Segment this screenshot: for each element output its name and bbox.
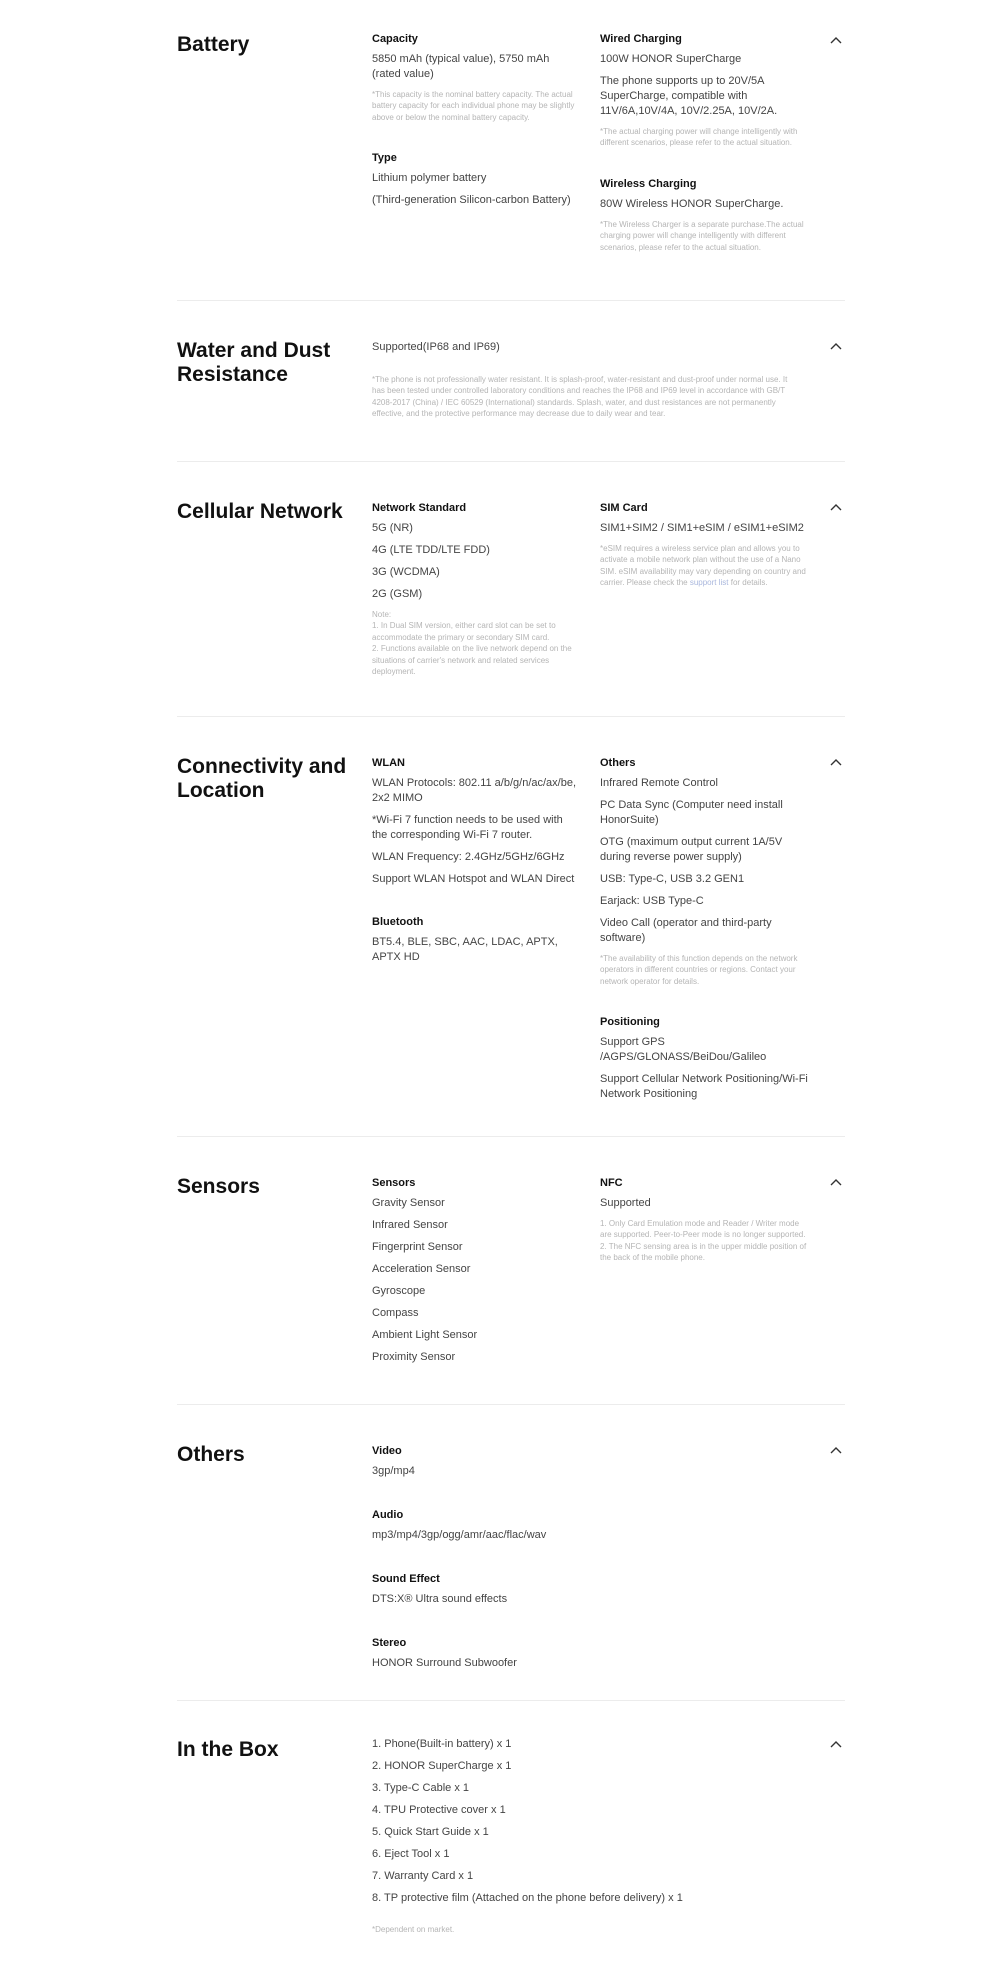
spec-value-positioning-2: Support Cellular Network Positioning/Wi-Fi Network Positioning	[600, 1073, 808, 1101]
battery-right-column	[600, 32, 808, 259]
spec-note-others: *The availability of this function depends on the network operators in different countries or regions. Contact your network operator for details.	[600, 954, 798, 986]
spec-value-sensor-2: Infrared Sensor	[372, 1219, 448, 1231]
divider	[177, 300, 845, 301]
spec-value-wlan-2: *Wi-Fi 7 function needs to be used with the corresponding Wi-Fi 7 router.	[372, 814, 563, 841]
spec-value-network-4: 2G (GSM)	[372, 588, 423, 600]
support-list-link[interactable]: support list	[689, 578, 729, 588]
divider	[177, 1700, 845, 1701]
chevron-up-icon[interactable]	[829, 1445, 843, 1455]
box-item-7: 7. Warranty Card x 1	[372, 1870, 474, 1882]
spec-label-sim-card: SIM Card	[600, 502, 648, 514]
connectivity-left-column	[372, 756, 580, 972]
cellular-left-column	[372, 501, 580, 683]
spec-value-others-3: OTG (maximum output current 1A/5V during reverse power supply)	[600, 836, 783, 863]
spec-note-wireless: *The Wireless Charger is a separate purchase.The actual charging power will change intelligently with different scenarios, please refer to the actual situation.	[600, 219, 804, 252]
box-item-6: 6. Eject Tool x 1	[372, 1848, 450, 1860]
spec-value-stereo: HONOR Surround Subwoofer	[372, 1657, 517, 1669]
spec-value-sensor-6: Compass	[372, 1307, 419, 1319]
spec-value-sim-card: SIM1+SIM2 / SIM1+eSIM / eSIM1+eSIM2	[600, 522, 804, 534]
spec-label-type: Type	[372, 152, 397, 165]
spec-note-nfc: 1. Only Card Emulation mode and Reader / Writer mode are supported. Peer-to-Peer mode is no longer supported. 2. The NFC sensing area is in the upper middle position of the back of the mobile phone.	[600, 1219, 807, 1263]
spec-value-others-5: Earjack: USB Type-C	[600, 895, 704, 907]
spec-value-sensor-8: Proximity Sensor	[372, 1351, 456, 1363]
sensors-right-column	[600, 1176, 808, 1270]
section-title-cellular: Cellular Network	[177, 500, 343, 523]
chevron-up-icon[interactable]	[829, 757, 843, 767]
spec-value-wired-2: The phone supports up to 20V/5A SuperCharge, compatible with 11V/6A,10V/4A, 10V/2.25A, 10V/2A.	[600, 75, 778, 117]
chevron-up-icon[interactable]	[829, 341, 843, 351]
spec-value-sensor-1: Gravity Sensor	[372, 1197, 445, 1209]
spec-label-nfc: NFC	[600, 1177, 623, 1189]
spec-label-wired-charging: Wired Charging	[600, 33, 682, 45]
spec-value-others-1: Infrared Remote Control	[600, 777, 718, 789]
spec-label-capacity: Capacity	[372, 33, 418, 45]
spec-note-water: *The phone is not professionally water resistant. It is splash-proof, water-resistant and dust-proof under normal use. It has been tested under controlled laboratory conditions and reaches the IP68 and IP69 level in accordance with GB/T 4208-2017 (China) / IEC 60529 (International) standards. Splash, water, and dust resistances are not permanently effective, and the protective performance may decrease due to daily wear and tear.	[372, 375, 788, 419]
spec-value-water: Supported(IP68 and IP69)	[372, 341, 500, 353]
others-column	[372, 1444, 812, 1678]
spec-value-nfc: Supported	[600, 1197, 651, 1209]
cellular-right-column	[600, 501, 808, 595]
section-title-sensors: Sensors	[177, 1175, 260, 1198]
spec-value-wireless: 80W Wireless HONOR SuperCharge.	[600, 197, 784, 210]
spec-label-wireless-charging: Wireless Charging	[600, 177, 697, 190]
section-title-battery: Battery	[177, 33, 250, 56]
spec-label-sensors: Sensors	[372, 1177, 416, 1189]
spec-value-audio: mp3/mp4/3gp/ogg/amr/aac/flac/wav	[372, 1529, 547, 1541]
sensors-left-column	[372, 1176, 580, 1372]
spec-label-stereo: Stereo	[372, 1637, 407, 1649]
spec-value-capacity: 5850 mAh (typical value), 5750 mAh (rated value)	[372, 53, 550, 80]
connectivity-right-column	[600, 756, 808, 1109]
section-title-water-dust: Water and Dust Resistance	[177, 339, 331, 386]
spec-value-others-4: USB: Type-C, USB 3.2 GEN1	[600, 873, 745, 885]
spec-value-bluetooth: BT5.4, BLE, SBC, AAC, LDAC, APTX, APTX HD	[372, 936, 558, 963]
spec-value-sensor-7: Ambient Light Sensor	[372, 1329, 478, 1341]
spec-value-network-3: 3G (WCDMA)	[372, 566, 440, 578]
spec-label-bluetooth: Bluetooth	[372, 916, 424, 928]
spec-label-network-standard: Network Standard	[372, 502, 467, 514]
spec-value-sensor-3: Fingerprint Sensor	[372, 1241, 463, 1253]
spec-value-type-1: Lithium polymer battery	[372, 172, 487, 185]
section-title-connectivity: Connectivity and Location	[177, 755, 347, 802]
box-column	[372, 1737, 812, 1941]
spec-label-wlan: WLAN	[372, 757, 405, 769]
chevron-up-icon[interactable]	[829, 1739, 843, 1749]
box-item-3: 3. Type-C Cable x 1	[372, 1782, 470, 1794]
spec-value-sensor-5: Gyroscope	[372, 1285, 426, 1297]
spec-value-sound-effect: DTS:X® Ultra sound effects	[372, 1593, 508, 1605]
box-item-2: 2. HONOR SuperCharge x 1	[372, 1760, 512, 1772]
chevron-up-icon[interactable]	[829, 1177, 843, 1187]
spec-value-network-1: 5G (NR)	[372, 522, 413, 534]
section-title-others: Others	[177, 1443, 245, 1466]
box-item-5: 5. Quick Start Guide x 1	[372, 1826, 489, 1838]
divider	[177, 1136, 845, 1137]
spec-value-wired-1: 100W HONOR SuperCharge	[600, 53, 742, 65]
spec-label-positioning: Positioning	[600, 1016, 660, 1029]
divider	[177, 461, 845, 462]
spec-value-sensor-4: Acceleration Sensor	[372, 1263, 471, 1275]
spec-value-wlan-3: WLAN Frequency: 2.4GHz/5GHz/6GHz	[372, 851, 565, 863]
section-title-in-the-box: In the Box	[177, 1738, 279, 1761]
spec-label-others: Others	[600, 757, 636, 769]
spec-label-video: Video	[372, 1445, 402, 1457]
box-item-8: 8. TP protective film (Attached on the phone before delivery) x 1	[372, 1892, 683, 1904]
spec-note-network: Note: 1. In Dual SIM version, either card slot can be set to accommodate the primary or secondary SIM card. 2. Functions available on the live network depend on the situations of carrier's network and related services deployment.	[372, 610, 572, 677]
chevron-up-icon[interactable]	[829, 35, 843, 45]
spec-value-wlan-4: Support WLAN Hotspot and WLAN Direct	[372, 873, 575, 885]
divider	[177, 716, 845, 717]
spec-value-wlan-1: WLAN Protocols: 802.11 a/b/g/n/ac/ax/be, 2x2 MIMO	[372, 777, 577, 804]
spec-value-positioning-1: Support GPS /AGPS/GLONASS/BeiDou/Galileo	[600, 1036, 767, 1064]
spec-note-capacity: *This capacity is the nominal battery capacity. The actual battery capacity for each individual phone may be slightly above or below the nominal battery capacity.	[372, 90, 575, 122]
spec-label-sound-effect: Sound Effect	[372, 1573, 440, 1585]
spec-note-sim: *eSIM requires a wireless service plan and allows you to activate a mobile network plan without the use of a Nano SIM. eSIM availability may vary depending on country and carrier. Please check the support list for details.	[600, 544, 806, 588]
spec-label-audio: Audio	[372, 1509, 404, 1521]
battery-left-column	[372, 32, 580, 215]
spec-note-wired: *The actual charging power will change intelligently with different scenarios, please refer to the actual situation.	[600, 127, 798, 148]
water-column	[372, 340, 802, 426]
box-item-4: 4. TPU Protective cover x 1	[372, 1804, 506, 1816]
spec-value-others-6: Video Call (operator and third-party software)	[600, 917, 772, 944]
divider	[177, 1404, 845, 1405]
box-item-1: 1. Phone(Built-in battery) x 1	[372, 1738, 512, 1750]
spec-note-box: *Dependent on market.	[372, 1925, 455, 1934]
spec-value-video: 3gp/mp4	[372, 1465, 415, 1477]
spec-value-others-2: PC Data Sync (Computer need install HonorSuite)	[600, 799, 783, 826]
spec-value-type-2: (Third-generation Silicon-carbon Battery)	[372, 194, 571, 207]
chevron-up-icon[interactable]	[829, 502, 843, 512]
spec-value-network-2: 4G (LTE TDD/LTE FDD)	[372, 544, 490, 556]
